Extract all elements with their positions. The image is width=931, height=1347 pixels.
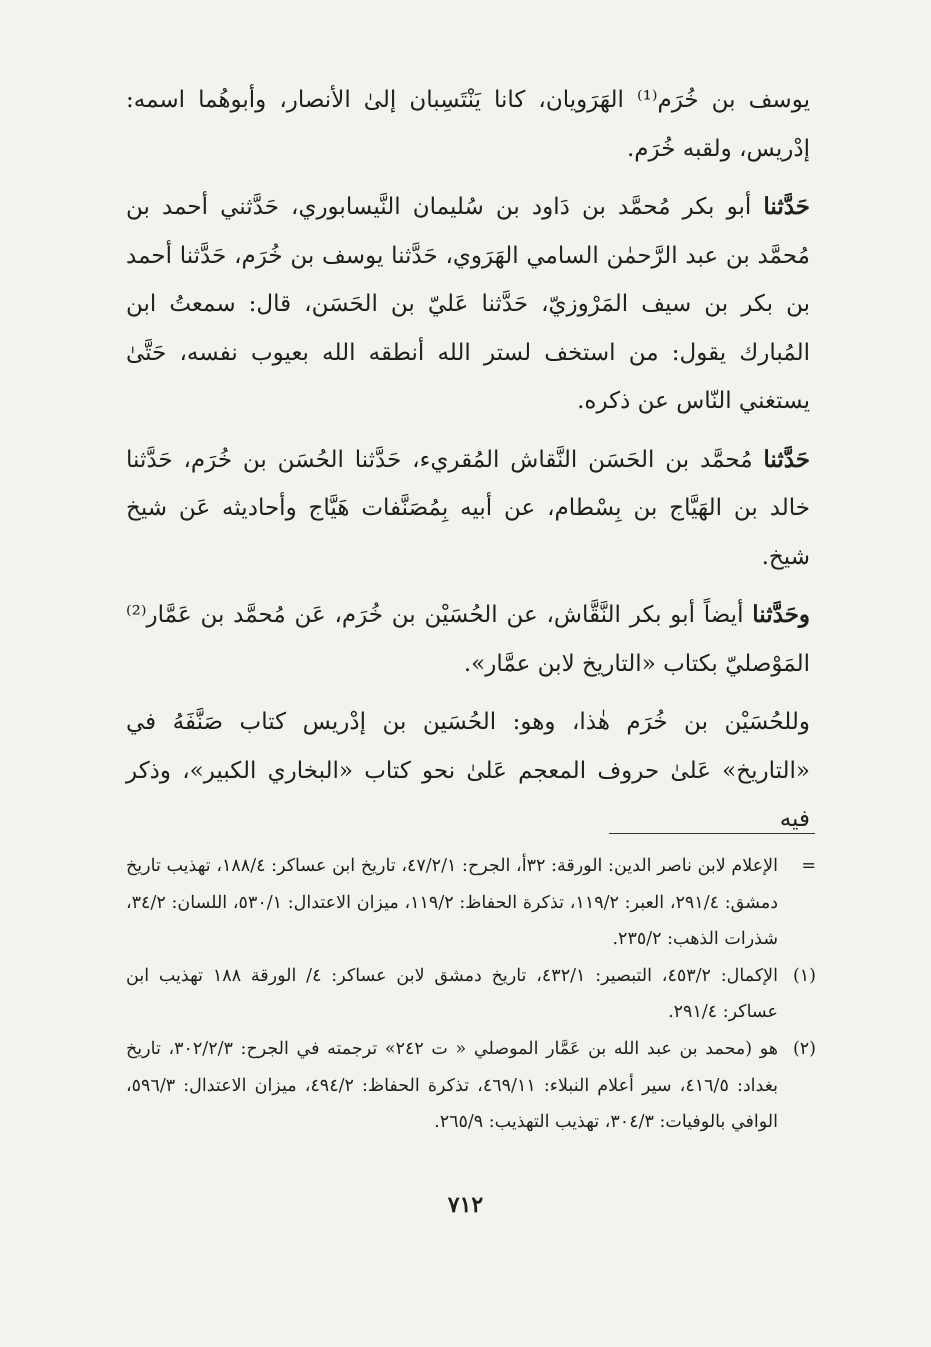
paragraph-4-lead: وحَدَّثنا — [752, 601, 811, 628]
paragraph-2-text: أبو بكر مُحمَّد بن دَاود بن سُليمان النَّيسابوري، حَدَّثني أحمد بن مُحمَّد بن عبد الرَّحمٰن السامي الهَرَوي، حَدَّثنا يوسف بن خُرَم، حَدَّثنا أحمد بن بكر بن سيف المَرْوزيّ، حَدَّثنا عَليّ بن الحَسَن، قال: سمعتُ ابن المُبارك يقول: من استخف لستر الله أنطقه الله بعيوب نفسه، حَتَّىٰ يستغني النّاس عن ذكره. — [126, 194, 810, 414]
paragraph-2 — [126, 183, 810, 426]
paragraph-5 — [126, 698, 810, 844]
footnote-divider — [609, 833, 815, 834]
page-number: ٧١٢ — [447, 1192, 484, 1218]
footnotes — [126, 848, 816, 1141]
paragraph-1 — [126, 76, 810, 173]
paragraph-1-text: يوسف بن خُرَم⁽¹⁾ الهَرَويان، كانا يَنْتَسِبان إلىٰ الأنصار، وأبوهُما اسمه: إدْريس، ولقبه خُرَم. — [126, 87, 810, 162]
footnote-text: الإعلام لابن ناصر الدين: الورقة: ٣٢أ، الجرح: ٤٧/٢/١، تاريخ ابن عساكر: ١٨٨/٤، تهذيب تاريخ دمشق: ٢٩١/٤، العبر: ١١٩/٢، تذكرة الحفاظ: ١١٩/٢، ميزان الاعتدال: ٥٣٠/١، اللسان: ٣٤/٢، شذرات الذهب: ٢٣٥/٢. — [126, 856, 778, 950]
footnote-1 — [126, 958, 816, 1031]
paragraph-4-text: أيضاً أبو بكر النَّقَّاش، عن الحُسَيْن بن خُرَم، عَن مُحمَّد بن عَمَّار⁽²⁾ المَوْصليّ بكتاب «التاريخ لابن عمَّار». — [126, 602, 810, 677]
paragraph-3-text: مُحمَّد بن الحَسَن النَّقاش المُقريء، حَدَّثنا الحُسَن بن خُرَم، حَدَّثنا خالد بن الهَيَّاج بن بِسْطام، عن أبيه بِمُصَنَّفات هَيَّاج وأحاديثه عَن شيخ شيخ. — [126, 446, 810, 570]
paragraph-5-text: وللحُسَيْن بن خُرَم هٰذا، وهو: الحُسَين بن إدْريس كتاب صَنَّفَهُ في «التاريخ» عَلىٰ حروف المعجم عَلىٰ نحو كتاب «البخاري الكبير»، وذكر فيه — [126, 709, 811, 832]
footnote-marker: = — [801, 856, 816, 876]
footnote-text: هو (محمد بن عبد الله بن عَمَّار الموصلي « ت ٢٤٢» ترجمته في الجرح: ٣٠٢/٢/٣، تاريخ بغداد: ٤١٦/٥، سير أعلام النبلاء: ٤٦٩/١١، تذكرة الحفاظ: ٤٩٤/٢، ميزان الاعتدال: ٥٩٦/٣، الوافي بالوفيات: ٣٠٤/٣، تهذيب التهذيب: ٢٦٥/٩. — [126, 1038, 779, 1133]
paragraph-4 — [126, 591, 810, 688]
paragraph-3 — [126, 436, 810, 582]
footnote-continued — [126, 848, 816, 958]
footnote-text: الإكمال: ٤٥٣/٢، التبصير: ٤٣٢/١، تاريخ دمشق لابن عساكر: ٤/ الورقة ١٨٨ تهذيب ابن عساكر: ٢٩١/٤. — [126, 965, 779, 1023]
paragraph-2-lead: حَدَّثنا — [763, 193, 811, 220]
main-text — [126, 76, 810, 844]
footnote-marker: (١) — [792, 965, 816, 986]
paragraph-3-lead: حَدَّثنا — [763, 445, 811, 473]
footnote-marker: (٢) — [792, 1038, 816, 1059]
footnote-2 — [126, 1031, 816, 1141]
